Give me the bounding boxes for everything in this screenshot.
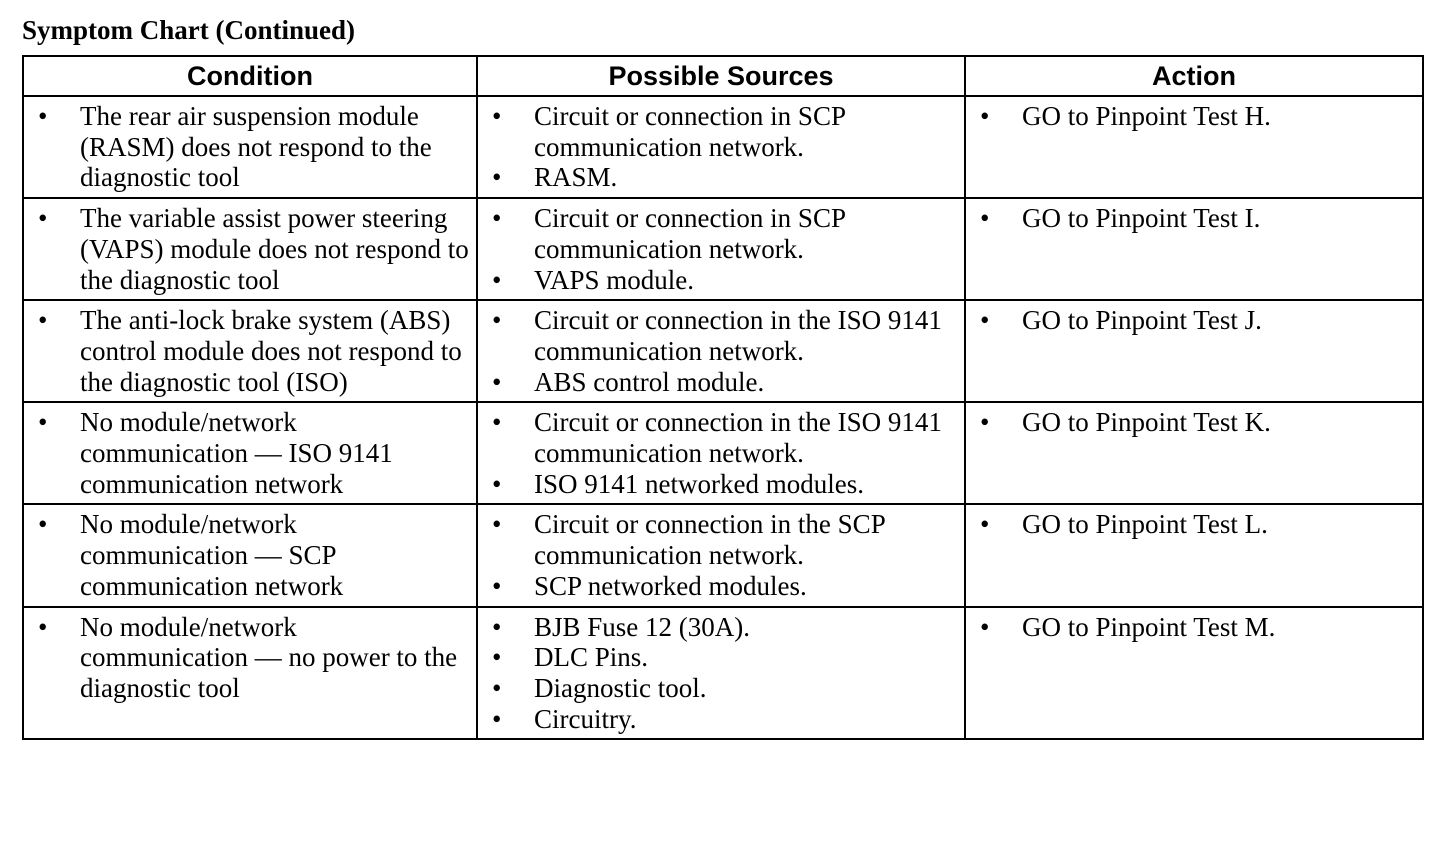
sources-cell: [477, 300, 965, 402]
condition-cell: [23, 300, 477, 402]
condition-text: • No module/network communication — ISO 9141 communication network: [24, 407, 470, 499]
source-item: • Circuitry.: [478, 704, 958, 735]
action-text: • GO to Pinpoint Test K.: [966, 407, 1416, 438]
header-row: [23, 56, 1423, 96]
source-item: • SCP networked modules.: [478, 571, 958, 602]
source-item: • DLC Pins.: [478, 642, 958, 673]
table-row: [23, 198, 1423, 300]
condition-cell: [23, 402, 477, 504]
action-cell: [965, 198, 1423, 300]
action-text: • GO to Pinpoint Test H.: [966, 101, 1416, 132]
source-item: • Circuit or connection in SCP communication network.: [478, 203, 958, 264]
condition-cell: [23, 198, 477, 300]
source-item: • VAPS module.: [478, 265, 958, 296]
table-row: [23, 504, 1423, 606]
header-action: Action: [965, 56, 1423, 96]
source-item: • RASM.: [478, 162, 958, 193]
action-cell: [965, 96, 1423, 198]
source-item: • BJB Fuse 12 (30A).: [478, 612, 958, 643]
source-item: • Circuit or connection in SCP communication network.: [478, 101, 958, 162]
condition-text: • No module/network communication — SCP communication network: [24, 509, 470, 601]
table-row: [23, 607, 1423, 740]
header-condition: Condition: [23, 56, 477, 96]
header-possible-sources: Possible Sources: [477, 56, 965, 96]
action-cell: [965, 504, 1423, 606]
condition-text: • The rear air suspension module (RASM) does not respond to the diagnostic tool: [24, 101, 470, 193]
condition-text: • The anti-lock brake system (ABS) control module does not respond to the diagnostic tool (ISO): [24, 305, 470, 397]
source-item: • Circuit or connection in the SCP communication network.: [478, 509, 958, 570]
table-row: [23, 96, 1423, 198]
action-cell: [965, 300, 1423, 402]
action-text: • GO to Pinpoint Test L.: [966, 509, 1416, 540]
action-text: • GO to Pinpoint Test I.: [966, 203, 1416, 234]
condition-text: • The variable assist power steering (VAPS) module does not respond to the diagnostic tool: [24, 203, 470, 295]
source-item: • Circuit or connection in the ISO 9141 communication network.: [478, 305, 958, 366]
sources-cell: [477, 198, 965, 300]
action-cell: [965, 402, 1423, 504]
sources-cell: [477, 607, 965, 740]
source-item: • ISO 9141 networked modules.: [478, 469, 958, 500]
source-item: • Diagnostic tool.: [478, 673, 958, 704]
page-title: Symptom Chart (Continued): [22, 15, 356, 45]
table-row: [23, 402, 1423, 504]
condition-cell: [23, 607, 477, 740]
action-text: • GO to Pinpoint Test M.: [966, 612, 1416, 643]
action-cell: [965, 607, 1423, 740]
sources-cell: [477, 96, 965, 198]
sources-cell: [477, 504, 965, 606]
sources-cell: [477, 402, 965, 504]
symptom-table: [22, 55, 1424, 740]
table-row: [23, 300, 1423, 402]
source-item: • ABS control module.: [478, 367, 958, 398]
condition-text: • No module/network communication — no power to the diagnostic tool: [24, 612, 470, 704]
source-item: • Circuit or connection in the ISO 9141 communication network.: [478, 407, 958, 468]
condition-cell: [23, 96, 477, 198]
condition-cell: [23, 504, 477, 606]
action-text: • GO to Pinpoint Test J.: [966, 305, 1416, 336]
